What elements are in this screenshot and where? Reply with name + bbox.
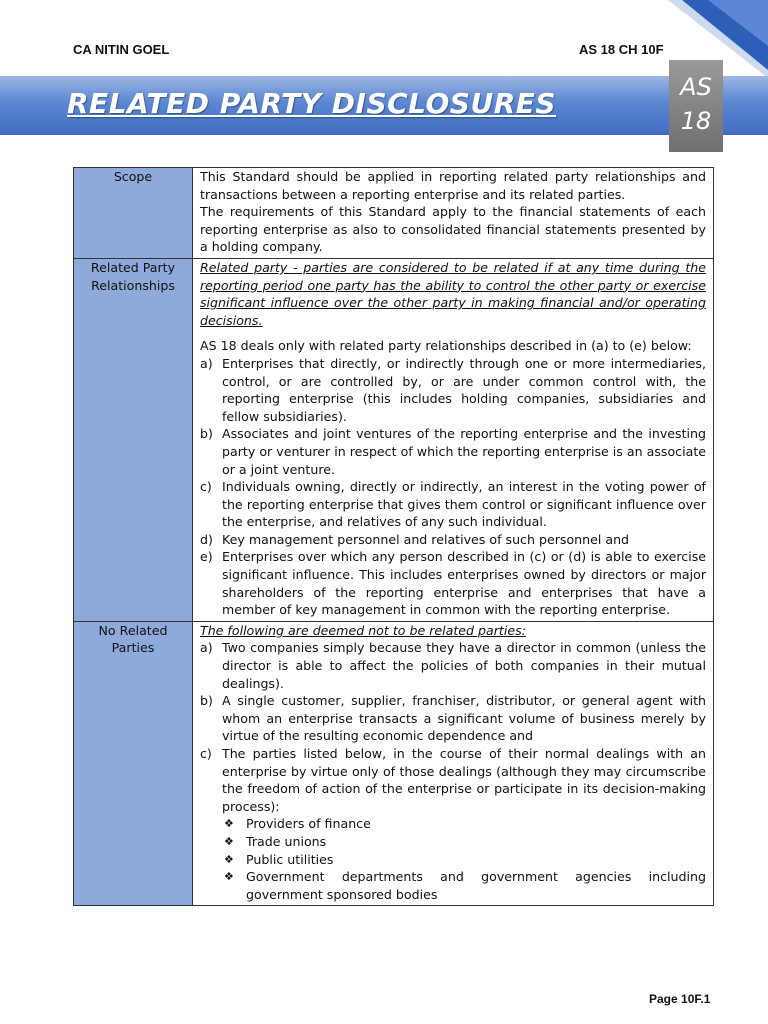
list-marker: e) [200,549,213,565]
sublist-item-text: Public utilities [246,851,334,867]
list-item-text: Associates and joint ventures of the reporting enterprise and the investing party or venturer in respect of which the reporting enterprise is an associate or a joint venture. [222,426,706,477]
author-name: CA NITIN GOEL [73,42,170,57]
standard-badge [669,60,723,152]
diamond-bullet-icon: ❖ [224,852,234,866]
list-item-text: Two companies simply because they have a director in common (unless the director is able to affect the policies of both companies in their mutual dealings). [222,640,706,691]
disclosure-table [73,167,714,906]
list-item [200,548,706,618]
diamond-bullet-icon: ❖ [224,834,234,848]
list-item [200,478,706,531]
list-item [200,425,706,478]
list-item [200,745,706,903]
row-content-no-related [193,621,714,906]
no-related-sublist [222,815,706,903]
list-marker: c) [200,746,212,761]
list-marker: a) [200,640,213,656]
table-row-no-related [74,621,714,906]
chapter-code: AS 18 CH 10F [579,42,664,57]
list-marker: c) [200,479,212,495]
sublist-item [222,851,706,869]
no-related-list [200,639,706,903]
sublist-item-text: Trade unions [246,833,327,849]
list-marker: d) [200,531,213,547]
scope-paragraph-2: The requirements of this Standard apply to the financial statements of each reporting enterprise as also to consolidated financial statements presented by a holding company. [200,204,706,255]
relationships-intro: AS 18 deals only with related party relationships described in (a) to (e) below: [200,338,692,354]
badge-line-1: AS [680,73,712,101]
list-item-text: The parties listed below, in the course of their normal dealings with an enterprise by virtue only of those dealings (although they may circumscribe the freedom of action of the enterprise or participate in its decision-making process): [222,746,706,814]
row-label-no-related: No Related Parties [74,621,193,906]
list-item [200,531,706,549]
no-related-intro [200,622,706,640]
table-row-relationships [74,258,714,621]
list-item-text: A single customer, supplier, franchiser, distributor, or general agent with whom an enterprise transacts a significant volume of business merely by virtue of the resulting economic dependence and [222,693,706,744]
list-item-text: Enterprises that directly, or indirectly through one or more intermediaries, control, or are controlled by, or are under common control with, the reporting enterprise (this includes holding companies, subsidiaries and fellow subsidiaries). [222,355,706,424]
sublist-item [222,833,706,851]
sublist-item [222,815,706,833]
table-row-scope [74,168,714,259]
row-content-scope [193,168,714,259]
list-item [200,355,706,425]
scope-paragraph-1: This Standard should be applied in reporting related party relationships and transactions between a reporting enterprise and its related parties. [200,169,706,202]
sublist-item-text: Government departments and government agencies including government sponsored bodies [246,869,706,902]
list-marker: a) [200,355,213,371]
relationships-list [200,355,706,619]
list-item-text: Individuals owning, directly or indirectly, an interest in the voting power of the reporting enterprise that gives them control or significant influence over the enterprise, and relatives of any such individual. [222,479,706,530]
list-item [200,692,706,745]
row-label-relationships: Related Party Relationships [74,258,193,621]
list-marker: b) [200,693,213,709]
list-marker: b) [200,426,213,442]
list-item-text: Enterprises over which any person described in (c) or (d) is able to exercise significant influence. This includes enterprises owned by directors or major shareholders of the reporting enterprise and enterprises that have a member of key management in common with the reporting enterprise. [222,549,706,618]
diamond-bullet-icon: ❖ [224,817,234,831]
sublist-item-text: Providers of finance [246,816,371,832]
no-related-intro-colon: : [521,622,526,638]
row-content-relationships [193,258,714,621]
page-number: Page 10F.1 [649,992,711,1006]
row-label-scope: Scope [74,168,193,259]
list-item-text: Key management personnel and relatives of such personnel and [222,531,630,547]
badge-line-2: 18 [680,107,712,135]
list-item [200,639,706,692]
related-party-definition: Related party - parties are considered to be related if at any time during the reporting period one party has the ability to control the other party or exercise significant influence over the other party in making financial and/or operating decisions. [200,259,706,328]
no-related-intro-text: The following are deemed not to be related parties [200,622,522,638]
diamond-bullet-icon: ❖ [224,870,234,884]
page-title: RELATED PARTY DISCLOSURES [67,87,557,120]
sublist-item [222,868,706,903]
